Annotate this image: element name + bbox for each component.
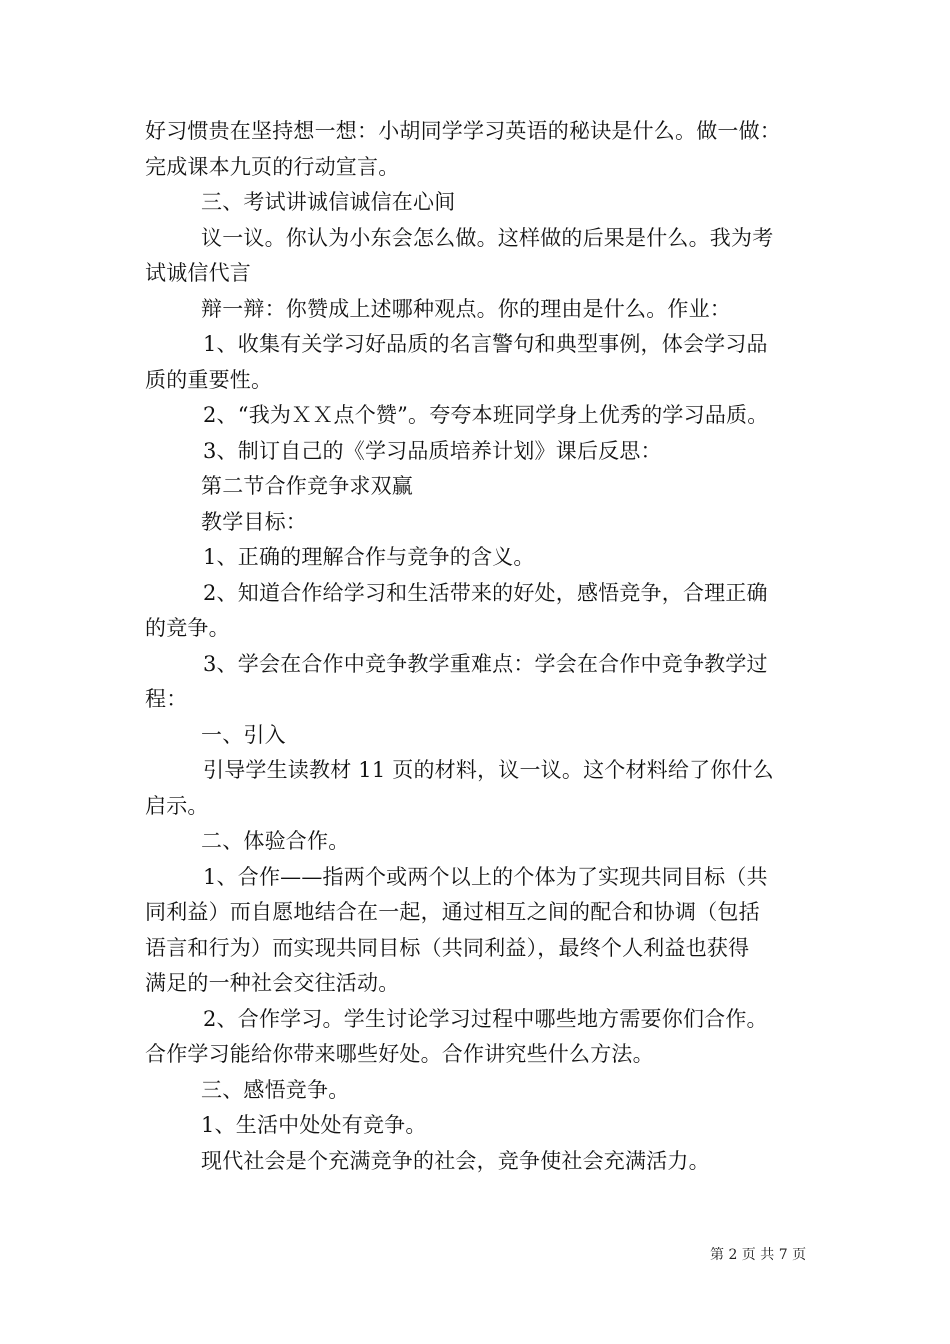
section-heading: 三、考试讲诚信诚信在心间 [201, 190, 456, 214]
list-item: 1、合作——指两个或两个以上的个体为了实现共同目标（共 [203, 864, 768, 889]
list-item: 3、学会在合作中竞争教学重难点：学会在合作中竞争教学过 [203, 651, 768, 676]
list-item: 1、正确的理解合作与竞争的含义。 [203, 545, 535, 569]
text-line: 启示。 [145, 793, 209, 818]
list-item: 3、制订自己的《学习品质培养计划》课后反思： [203, 438, 662, 463]
text-line: 合作学习能给你带来哪些好处。合作讲究些什么方法。 [145, 1042, 654, 1066]
text-line: 语言和行为）而实现共同目标（共同利益），最终个人利益也获得 [145, 935, 750, 960]
text-line: 现代社会是个充满竞争的社会，竞争使社会充满活力。 [201, 1148, 710, 1173]
list-item: 2、合作学习。学生讨论学习过程中哪些地方需要你们合作。 [203, 1006, 768, 1031]
section-heading: 一、引入 [201, 722, 286, 747]
section-heading: 三、感悟竞争。 [201, 1077, 350, 1102]
text-line: 的竞争。 [145, 616, 230, 640]
text-line: 教学目标： [201, 509, 307, 534]
page-number: 第 2 页 共 7 页 [710, 1247, 807, 1263]
section-heading: 第二节合作竞争求双赢 [201, 474, 413, 498]
text-line: 质的重要性。 [145, 367, 273, 392]
body-text [145, 114, 810, 1179]
text-line: 辩一辩：你赞成上述哪种观点。你的理由是什么。作业： [201, 296, 731, 321]
list-item: 2、“我为ＸＸ点个赞”。夸夸本班同学身上优秀的学习品质。 [203, 403, 769, 427]
text-line: 议一议。你认为小东会怎么做。这样做的后果是什么。我为考 [201, 225, 774, 250]
text-line: 程： [145, 687, 188, 711]
list-item: 1、生活中处处有竞争。 [201, 1113, 427, 1137]
text-line: 好习惯贵在坚持想一想：小胡同学学习英语的秘诀是什么。做一做： [145, 119, 781, 143]
list-item: 1、收集有关学习好品质的名言警句和典型事例，体会学习品 [203, 332, 768, 356]
section-heading: 二、体验合作。 [201, 829, 350, 853]
text-line: 试诚信代言 [145, 261, 251, 285]
text-line: 满足的一种社会交往活动。 [145, 971, 400, 995]
text-line: 完成课本九页的行动宣言。 [145, 154, 400, 179]
list-item: 2、知道合作给学习和生活带来的好处，感悟竞争，合理正确 [203, 580, 768, 605]
text-line: 同利益）而自愿地结合在一起，通过相互之间的配合和协调（包括 [145, 900, 760, 924]
text-line: 引导学生读教材 11 页的材料，议一议。这个材料给了你什么 [203, 758, 774, 782]
